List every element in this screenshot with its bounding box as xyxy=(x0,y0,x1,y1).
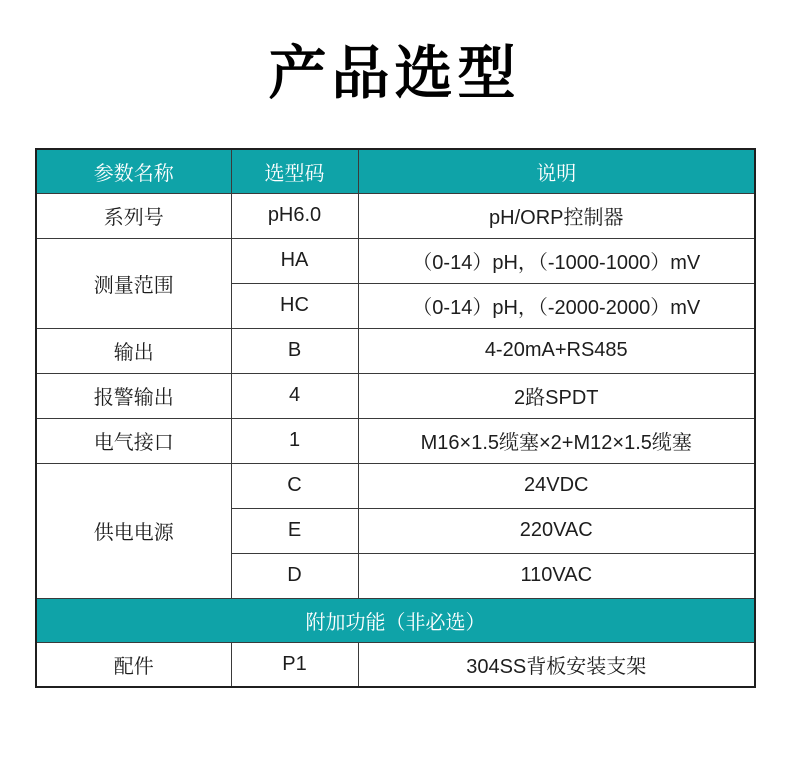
table-row-series xyxy=(36,193,755,238)
code-cell: C xyxy=(231,463,358,508)
param-cell: 报警输出 xyxy=(36,373,231,418)
header-description: 说明 xyxy=(358,149,755,193)
param-cell: 输出 xyxy=(36,328,231,373)
param-cell: 供电电源 xyxy=(36,463,231,598)
table-header-row xyxy=(36,149,755,193)
code-cell: 1 xyxy=(231,418,358,463)
page-title: 产品选型 xyxy=(268,41,521,106)
desc-cell: （0-14）pH，（-1000-1000）mV xyxy=(358,238,755,283)
desc-cell: 304SS背板安装支架 xyxy=(358,642,755,687)
code-cell: B xyxy=(231,328,358,373)
section-banner-row xyxy=(36,598,755,642)
code-cell: pH6.0 xyxy=(231,193,358,238)
product-selection-table xyxy=(35,148,756,688)
desc-cell: pH/ORP控制器 xyxy=(358,193,755,238)
table-row-alarm-output xyxy=(36,373,755,418)
param-cell: 测量范围 xyxy=(36,238,231,328)
code-cell: HA xyxy=(231,238,358,283)
table-row-accessory xyxy=(36,642,755,687)
param-cell: 配件 xyxy=(36,642,231,687)
table-row-output xyxy=(36,328,755,373)
desc-cell: 4-20mA+RS485 xyxy=(358,328,755,373)
table-row-range-ha xyxy=(36,238,755,283)
code-cell: E xyxy=(231,508,358,553)
desc-cell: （0-14）pH，（-2000-2000）mV xyxy=(358,283,755,328)
desc-cell: 110VAC xyxy=(358,553,755,598)
code-cell: P1 xyxy=(231,642,358,687)
section-banner: 附加功能（非必选） xyxy=(36,598,755,642)
table-row-power-c xyxy=(36,463,755,508)
desc-cell: 2路SPDT xyxy=(358,373,755,418)
table-row-electrical-interface xyxy=(36,418,755,463)
code-cell: 4 xyxy=(231,373,358,418)
desc-cell: M16×1.5缆塞×2+M12×1.5缆塞 xyxy=(358,418,755,463)
code-cell: HC xyxy=(231,283,358,328)
desc-cell: 24VDC xyxy=(358,463,755,508)
desc-cell: 220VAC xyxy=(358,508,755,553)
header-selection-code: 选型码 xyxy=(231,149,358,193)
param-cell: 系列号 xyxy=(36,193,231,238)
header-parameter-name: 参数名称 xyxy=(36,149,231,193)
code-cell: D xyxy=(231,553,358,598)
param-cell: 电气接口 xyxy=(36,418,231,463)
